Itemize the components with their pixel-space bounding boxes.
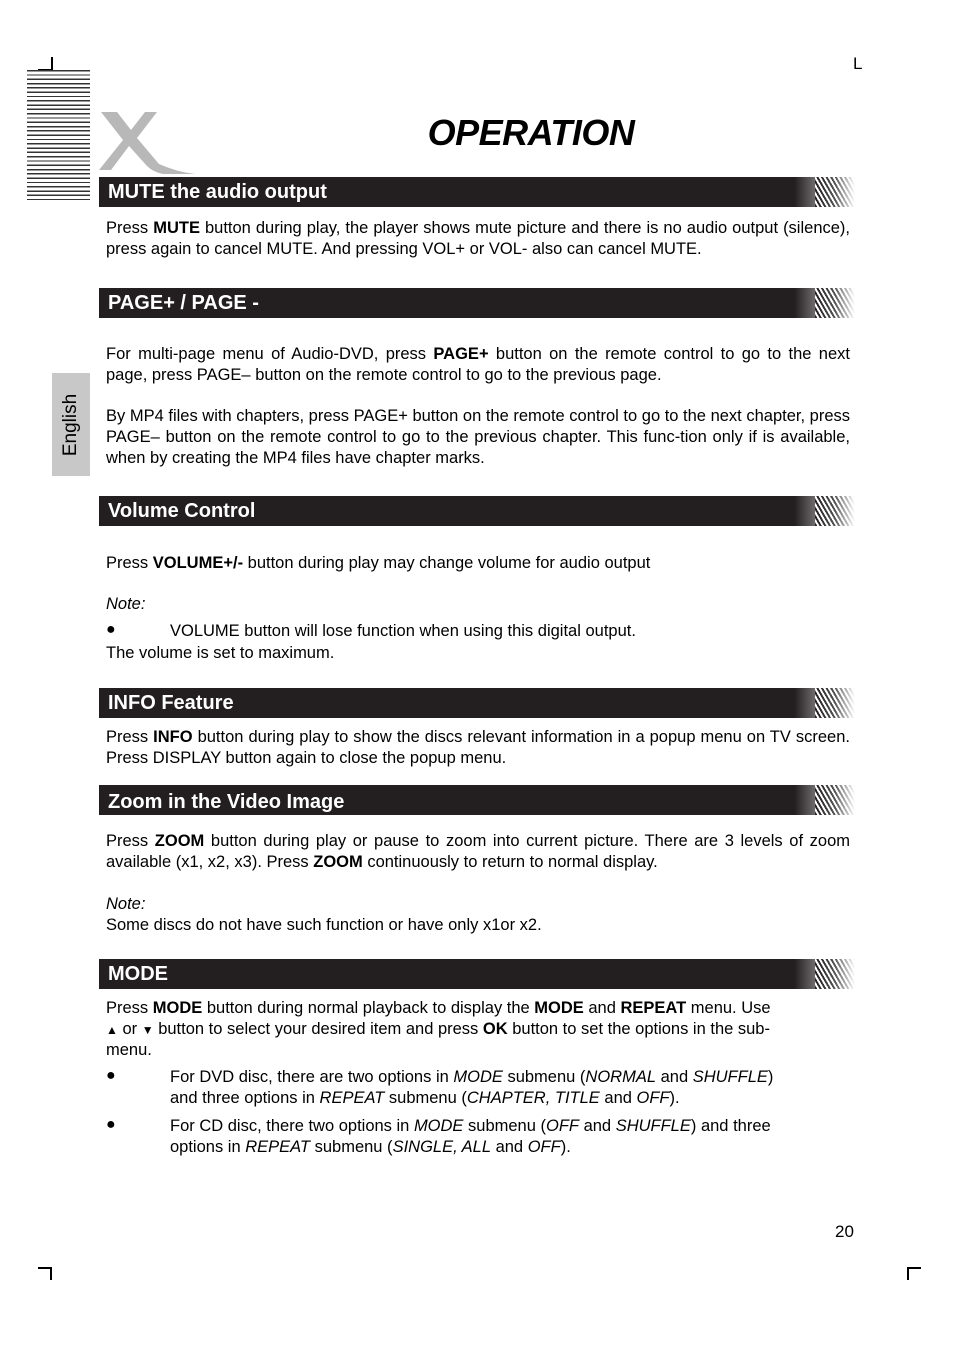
corner-mark-top-right: L (853, 54, 863, 73)
info-paragraph: Press INFO button during play to show the discs relevant information in a popup menu on TV screen. Press DISPLAY button again to close the popup menu. (106, 728, 850, 767)
mode-paragraph-line-1: Press MODE button during normal playback to display the MODE and REPEAT menu. Use (106, 999, 771, 1017)
page-paragraph-1: For multi-page menu of Audio-DVD, press PAGE+ button on the remote control to go to the next page, press PAGE– button on the remote control to go to the previous page. (106, 345, 850, 384)
section-heading-info (99, 688, 855, 718)
arrow-up-icon: ▲ (106, 1023, 118, 1037)
crop-mark-bottom-left-v (50, 1267, 52, 1280)
crop-mark-bottom-right-v (907, 1267, 909, 1280)
mode-paragraph-line-3: menu. (106, 1041, 152, 1059)
volume-note-label: Note: (106, 595, 146, 613)
crop-mark-top-left-v (51, 57, 53, 70)
volume-after-text: The volume is set to maximum. (106, 644, 335, 662)
bullet-icon: ● (106, 1116, 116, 1133)
page-number: 20 (835, 1222, 854, 1241)
crop-mark-bottom-right-h (907, 1267, 921, 1269)
mode-paragraph-line-2: ▲ or ▼ button to select your desired item and press OK button to set the options in the sub- (106, 1020, 770, 1038)
section-heading-label: INFO Feature (108, 692, 234, 714)
page-paragraph-2: By MP4 files with chapters, press PAGE+ button on the remote control to go to the next chapter, press PAGE– button on the remote control to go to the previous chapter. This func-tion only if is available, when by creating the MP4 files have chapter marks. (106, 407, 850, 467)
zoom-note-text: Some discs do not have such function or have only x1or x2. (106, 916, 542, 934)
zoom-note-label: Note: (106, 895, 146, 913)
section-heading-label: MODE (108, 963, 168, 985)
mode-bullet-dvd: For DVD disc, there are two options in MODE submenu (NORMAL and SHUFFLE) and three options in REPEAT submenu (CHAPTER, TITLE and OFF). (170, 1068, 774, 1107)
bullet-icon: ● (106, 1067, 116, 1084)
language-tab (52, 373, 90, 476)
section-heading-label: Volume Control (108, 500, 256, 522)
section-heading-label: Zoom in the Video Image (108, 791, 345, 813)
volume-paragraph: Press VOLUME+/- button during play may change volume for audio output (106, 554, 651, 572)
mute-paragraph: Press MUTE button during play, the player shows mute picture and there is no audio output (silence), press again to cancel MUTE. And pressing VOL+ or VOL- also can cancel MUTE. (106, 219, 851, 258)
section-heading-label: MUTE the audio output (108, 181, 327, 203)
section-heading-mute (99, 177, 855, 207)
bullet-icon: ● (106, 621, 116, 638)
mode-bullet-cd: For CD disc, there two options in MODE submenu (OFF and SHUFFLE) and three options in REPEAT submenu (SINGLE, ALL and OFF). (170, 1117, 771, 1156)
page-title: OPERATION (427, 112, 635, 153)
volume-bullet-text: VOLUME button will lose function when using this digital output. (170, 622, 636, 640)
section-heading-zoom (99, 785, 855, 815)
zoom-paragraph: Press ZOOM button during play or pause to zoom into current picture. There are 3 levels of zoom available (x1, x2, x3). Press ZOOM continuously to return to normal display. (106, 832, 851, 871)
section-heading-volume (99, 496, 855, 526)
arrow-down-icon: ▼ (141, 1023, 154, 1037)
language-tab-label: English (60, 393, 81, 456)
section-heading-page (99, 288, 855, 318)
section-heading-mode (99, 959, 855, 989)
section-heading-label: PAGE+ / PAGE - (108, 292, 259, 314)
